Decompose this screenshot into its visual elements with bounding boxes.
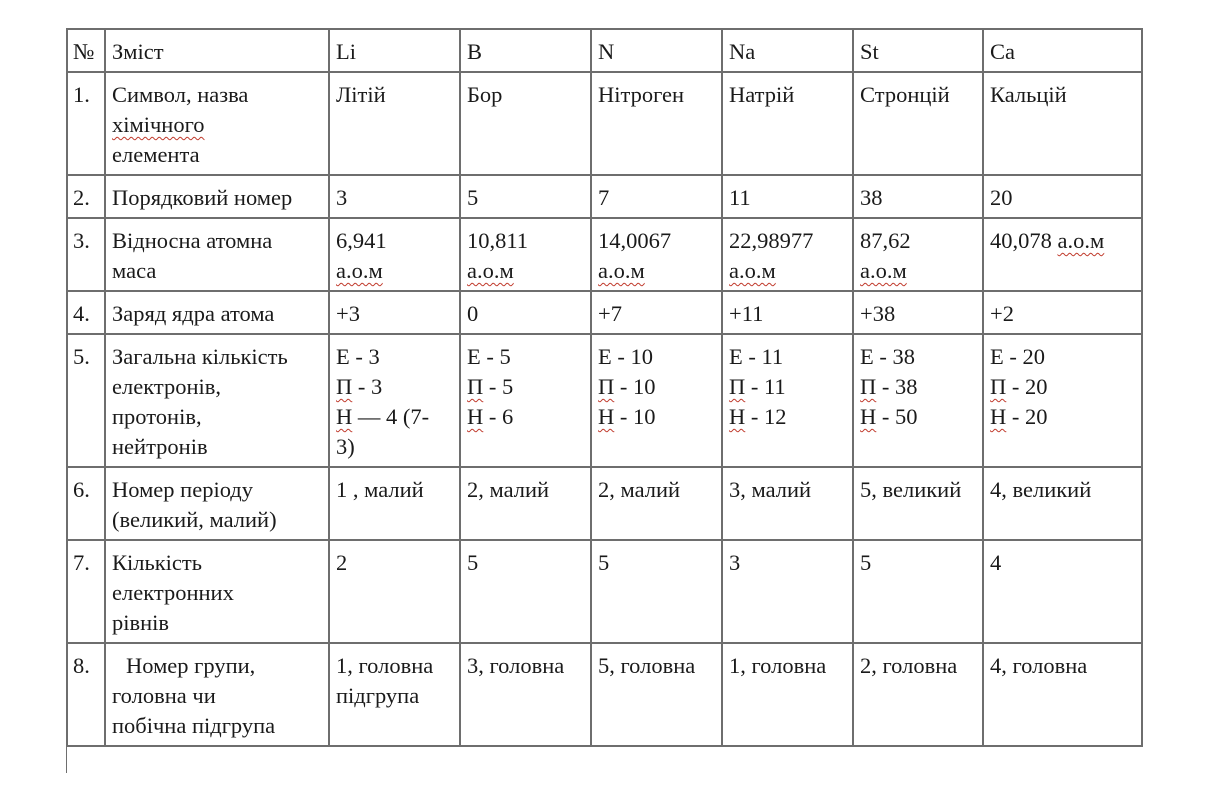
spellcheck-mark: П — [336, 374, 353, 399]
cell-line: 6,941 — [336, 228, 387, 253]
cell-line: 20 — [990, 185, 1013, 210]
cell-line: 87,62 — [860, 228, 911, 253]
value-cell-na — [722, 218, 853, 291]
cell-line: Бор — [467, 82, 503, 107]
value-cell-ca — [983, 540, 1142, 643]
value-cell-b — [460, 175, 591, 218]
cell-line: П - 3 — [336, 374, 383, 399]
spellcheck-mark: П — [598, 374, 615, 399]
cell-line: Кількість — [112, 550, 203, 575]
value-cell-n — [591, 72, 722, 175]
value-cell-n — [591, 643, 722, 746]
value-cell-st — [853, 218, 983, 291]
row-number-cell: 3. — [67, 218, 105, 291]
cell-line: нейтронів — [112, 434, 208, 459]
cell-line: Кальцій — [990, 82, 1067, 107]
cell-line: Н - 50 — [860, 404, 918, 429]
table-row — [67, 72, 1142, 175]
value-cell-st — [853, 291, 983, 334]
value-cell-b — [460, 643, 591, 746]
table-row — [67, 334, 1142, 467]
row-label-cell — [105, 334, 329, 467]
spellcheck-mark: хімічного — [112, 112, 205, 137]
cell-line: Натрій — [729, 82, 795, 107]
cell-line: 5, великий — [860, 477, 962, 502]
value-cell-na — [722, 334, 853, 467]
value-cell-b — [460, 218, 591, 291]
row-number-cell: 6. — [67, 467, 105, 540]
spellcheck-mark: а.о.м — [336, 258, 383, 283]
spellcheck-mark: Н — [729, 404, 746, 429]
cell-line: 3) — [336, 434, 355, 459]
value-cell-li — [329, 334, 460, 467]
value-cell-na — [722, 175, 853, 218]
cell-line: +38 — [860, 301, 896, 326]
cell-line — [729, 256, 846, 286]
row-label-cell — [105, 540, 329, 643]
value-cell-st — [853, 334, 983, 467]
cell-line: П - 5 — [467, 374, 514, 399]
cell-line: Е - 3 — [336, 344, 380, 369]
spellcheck-mark: а.о.м — [860, 258, 907, 283]
cell-line: Н - 6 — [467, 404, 514, 429]
spellcheck-mark: Н — [860, 404, 877, 429]
cell-line: 2, малий — [467, 477, 550, 502]
cell-line: 4 — [990, 550, 1002, 575]
header-col-st: St — [853, 29, 983, 72]
cell-line: 1, головна — [336, 653, 434, 678]
value-cell-st — [853, 72, 983, 175]
value-cell-li — [329, 540, 460, 643]
table-continuation-line — [66, 742, 67, 773]
cell-line: Н — 4 (7- — [336, 404, 430, 429]
cell-line: (великий, малий) — [112, 507, 277, 532]
value-cell-st — [853, 643, 983, 746]
cell-line — [860, 256, 976, 286]
cell-line: електронних — [112, 580, 234, 605]
value-cell-ca — [983, 643, 1142, 746]
value-cell-b — [460, 334, 591, 467]
cell-line: Е - 5 — [467, 344, 511, 369]
table-row — [67, 467, 1142, 540]
spellcheck-mark: П — [990, 374, 1007, 399]
cell-line: 11 — [729, 185, 751, 210]
cell-line: 40,078 а.о.м — [990, 228, 1105, 253]
value-cell-ca — [983, 467, 1142, 540]
value-cell-ca — [983, 218, 1142, 291]
cell-line: 0 — [467, 301, 479, 326]
spellcheck-mark: а.о.м — [467, 258, 514, 283]
spellcheck-mark: П — [860, 374, 877, 399]
cell-line: Заряд ядра атома — [112, 301, 275, 326]
value-cell-li — [329, 643, 460, 746]
row-label-cell — [105, 72, 329, 175]
cell-line: 3 — [729, 550, 741, 575]
cell-line: маса — [112, 258, 157, 283]
spellcheck-mark: Н — [598, 404, 615, 429]
row-number-cell: 1. — [67, 72, 105, 175]
header-row — [67, 29, 1142, 72]
spellcheck-mark: а.о.м — [1057, 228, 1105, 253]
row-label-cell — [105, 643, 329, 746]
cell-line: П - 10 — [598, 374, 656, 399]
value-cell-na — [722, 540, 853, 643]
cell-line: головна чи — [112, 683, 216, 708]
value-cell-n — [591, 334, 722, 467]
cell-line: 2, головна — [860, 653, 958, 678]
element-comparison-table — [66, 28, 1143, 747]
value-cell-st — [853, 540, 983, 643]
cell-line: 7 — [598, 185, 610, 210]
value-cell-li — [329, 291, 460, 334]
cell-line: 5 — [860, 550, 872, 575]
table-row — [67, 540, 1142, 643]
cell-line: електронів, — [112, 374, 221, 399]
cell-line: Е - 38 — [860, 344, 915, 369]
cell-line: Стронцій — [860, 82, 950, 107]
header-col-na: Na — [722, 29, 853, 72]
row-label-cell — [105, 175, 329, 218]
cell-line: Н - 12 — [729, 404, 787, 429]
table-row — [67, 643, 1142, 746]
row-number-cell: 8. — [67, 643, 105, 746]
cell-line: 2 — [336, 550, 348, 575]
value-cell-ca — [983, 175, 1142, 218]
cell-line: Відносна атомна — [112, 228, 273, 253]
row-number-cell: 7. — [67, 540, 105, 643]
value-cell-ca — [983, 334, 1142, 467]
value-cell-na — [722, 643, 853, 746]
cell-line: 1 , малий — [336, 477, 424, 502]
value-cell-b — [460, 467, 591, 540]
row-label-cell — [105, 467, 329, 540]
value-cell-na — [722, 72, 853, 175]
cell-line: Н - 20 — [990, 404, 1048, 429]
value-cell-ca — [983, 72, 1142, 175]
cell-line: 1, головна — [729, 653, 827, 678]
value-cell-li — [329, 72, 460, 175]
spellcheck-mark: а.о.м — [598, 258, 645, 283]
cell-line: 22,98977 — [729, 228, 814, 253]
cell-line: 38 — [860, 185, 883, 210]
cell-line: 5 — [598, 550, 610, 575]
cell-line: Е - 20 — [990, 344, 1045, 369]
row-label-cell — [105, 218, 329, 291]
cell-line: +11 — [729, 301, 764, 326]
cell-line — [467, 256, 584, 286]
cell-line: +3 — [336, 301, 360, 326]
table-row — [67, 218, 1142, 291]
spellcheck-mark: Н — [467, 404, 484, 429]
cell-line: 2, малий — [598, 477, 681, 502]
cell-line: підгрупа — [336, 683, 420, 708]
row-label-cell — [105, 291, 329, 334]
row-number-cell: 2. — [67, 175, 105, 218]
spellcheck-mark: П — [729, 374, 746, 399]
cell-line: побічна підгрупа — [112, 713, 276, 738]
cell-line: Загальна кількість — [112, 344, 288, 369]
spellcheck-mark: Н — [336, 404, 353, 429]
row-number-cell: 5. — [67, 334, 105, 467]
cell-line: Символ, назва — [112, 82, 249, 107]
spellcheck-mark: Н — [990, 404, 1007, 429]
cell-line: +7 — [598, 301, 622, 326]
cell-line: Нітроген — [598, 82, 685, 107]
value-cell-n — [591, 540, 722, 643]
cell-line: 3, малий — [729, 477, 812, 502]
cell-line: 5 — [467, 185, 479, 210]
value-cell-n — [591, 175, 722, 218]
cell-line — [112, 110, 322, 140]
cell-line: рівнів — [112, 610, 170, 635]
spellcheck-mark: а.о.м — [729, 258, 776, 283]
value-cell-b — [460, 72, 591, 175]
value-cell-ca — [983, 291, 1142, 334]
cell-line: 3 — [336, 185, 348, 210]
value-cell-li — [329, 467, 460, 540]
cell-line: 5, головна — [598, 653, 696, 678]
table-row — [67, 291, 1142, 334]
cell-line: Порядковий номер — [112, 185, 293, 210]
cell-line: протонів, — [112, 404, 202, 429]
cell-line: +2 — [990, 301, 1014, 326]
cell-line: Номер періоду — [112, 477, 253, 502]
cell-line: елемента — [112, 142, 200, 167]
cell-line: П - 20 — [990, 374, 1048, 399]
row-number-cell: 4. — [67, 291, 105, 334]
header-col-n: N — [591, 29, 722, 72]
cell-line: 4, головна — [990, 653, 1088, 678]
value-cell-li — [329, 175, 460, 218]
header-content-cell: Зміст — [105, 29, 329, 72]
cell-line: 10,811 — [467, 228, 529, 253]
cell-line: П - 38 — [860, 374, 918, 399]
spellcheck-mark: П — [467, 374, 484, 399]
cell-line: 4, великий — [990, 477, 1092, 502]
value-cell-b — [460, 540, 591, 643]
value-cell-b — [460, 291, 591, 334]
header-col-ca: Ca — [983, 29, 1142, 72]
value-cell-li — [329, 218, 460, 291]
value-cell-n — [591, 467, 722, 540]
value-cell-n — [591, 291, 722, 334]
value-cell-st — [853, 175, 983, 218]
header-col-li: Li — [329, 29, 460, 72]
cell-line: 3, головна — [467, 653, 565, 678]
cell-line: П - 11 — [729, 374, 786, 399]
table-row — [67, 175, 1142, 218]
cell-line — [598, 256, 715, 286]
cell-line — [336, 256, 453, 286]
cell-line: 14,0067 — [598, 228, 672, 253]
value-cell-na — [722, 467, 853, 540]
value-cell-st — [853, 467, 983, 540]
header-num-cell: № — [67, 29, 105, 72]
cell-line: Номер групи, — [126, 653, 256, 678]
value-cell-n — [591, 218, 722, 291]
cell-line: 5 — [467, 550, 479, 575]
cell-line: Н - 10 — [598, 404, 656, 429]
cell-line: Літій — [336, 82, 386, 107]
value-cell-na — [722, 291, 853, 334]
cell-line: Е - 10 — [598, 344, 653, 369]
header-col-b: B — [460, 29, 591, 72]
cell-line: Е - 11 — [729, 344, 784, 369]
